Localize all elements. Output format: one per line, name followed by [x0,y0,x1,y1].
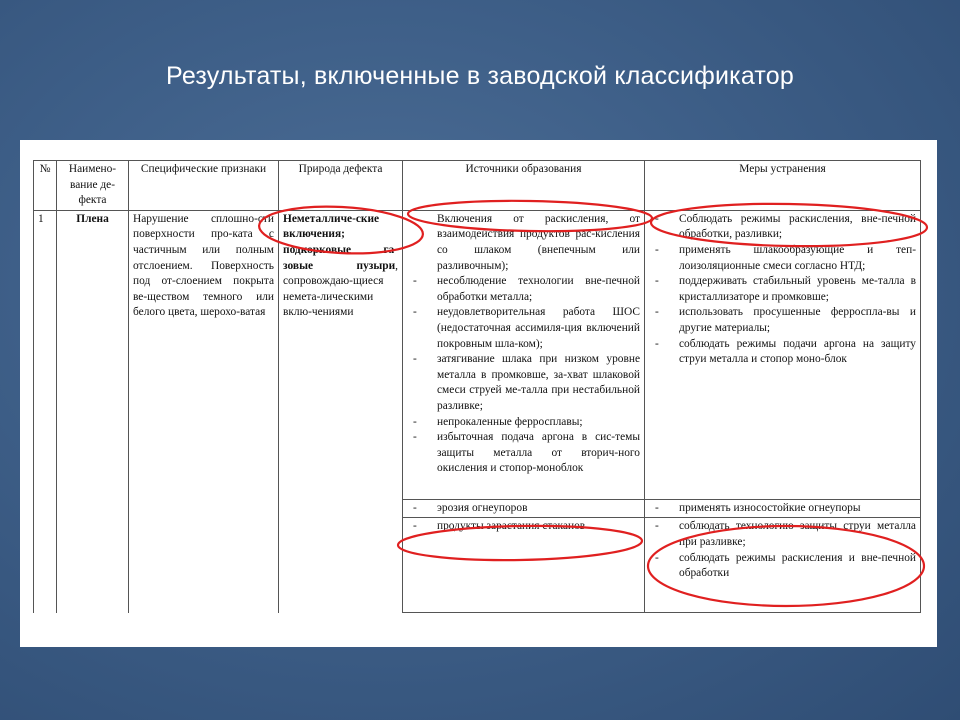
document-scan [20,140,937,647]
row-number: 1 [34,210,57,613]
list-item: - непрокаленные ферросплавы; [407,415,640,431]
list-item: - избыточная подача аргона в сис-темы защиты металла от вторич-ного окисления и стопор-моноблок [407,430,640,477]
list-item: - соблюдать режимы подачи аргона на защиту струи металла и стопор моно-блок [649,337,916,368]
table-header-row [34,161,921,211]
list-item: - Соблюдать режимы раскисления, вне-печной обработки, разливки; [649,212,916,243]
defect-nature-bold: Неметалличе-ские включения; подкорковые га-зовые пузыри [283,212,398,272]
list-item: - несоблюдение технологии вне-печной обработки металла; [407,274,640,305]
measures-cell [645,210,921,499]
defect-name: Плена [57,210,129,613]
header-cell: Источники образования [403,161,645,211]
list-item: - соблюдать режимы раскисления и вне-печной обработки [649,551,916,582]
list-item: - соблюдать технологию защиты струи металла при разливке; [649,519,916,550]
sources-cell [403,499,645,518]
header-cell: Природа дефекта [279,161,403,211]
specific-signs: Нарушение сплошно-сти поверхности про-ката с частичным или полным отслоением. Поверхность под от-слоением покрыта ве-ществом темного или белого цвета, шерохо-ватая [129,210,279,613]
measures-cell [645,499,921,518]
defect-nature-rest: , сопровождаю-щиеся немета-лическими вклю-чениями [283,259,398,319]
header-cell: Наимено-вание де-фекта [57,161,129,211]
sources-cell [403,210,645,499]
measures-cell [645,518,921,613]
list-item: - затягивание шлака при низком уровне металла в промковше, за-хват шлаковой смеси струей ме-талла при нестабильной разливке; [407,352,640,414]
sources-list [407,212,640,477]
classifier-table [33,160,921,613]
list-item: - эрозия огнеупоров [407,501,640,517]
defect-nature [279,210,403,613]
slide-title: Результаты, включенные в заводской классификатор [166,62,794,90]
list-item: - продукты зарастания стаканов [407,519,640,535]
header-cell: Меры устранения [645,161,921,211]
header-cell: Специфические признаки [129,161,279,211]
list-item: - использовать просушенные ферроспла-вы и другие материалы; [649,305,916,336]
table-row [34,210,921,499]
list-item: - Включения от раскисления, от взаимодействия продуктов рас-кисления со шлаком (внепечным или разливочным); [407,212,640,274]
measures-list [649,519,916,581]
list-item: - неудовлетворительная работа ШОС (недостаточная ассимиля-ция включений покровным шла-ком); [407,305,640,352]
measures-list [649,501,916,517]
sources-cell [403,518,645,613]
list-item: - применять шлакообразующие и теп-лоизоляционные смеси согласно НТД; [649,243,916,274]
header-cell: № [34,161,57,211]
list-item: - поддерживать стабильный уровень ме-талла в кристаллизаторе и промковше; [649,274,916,305]
sources-list [407,519,640,535]
list-item: - применять износостойкие огнеупоры [649,501,916,517]
sources-list [407,501,640,517]
measures-list [649,212,916,368]
